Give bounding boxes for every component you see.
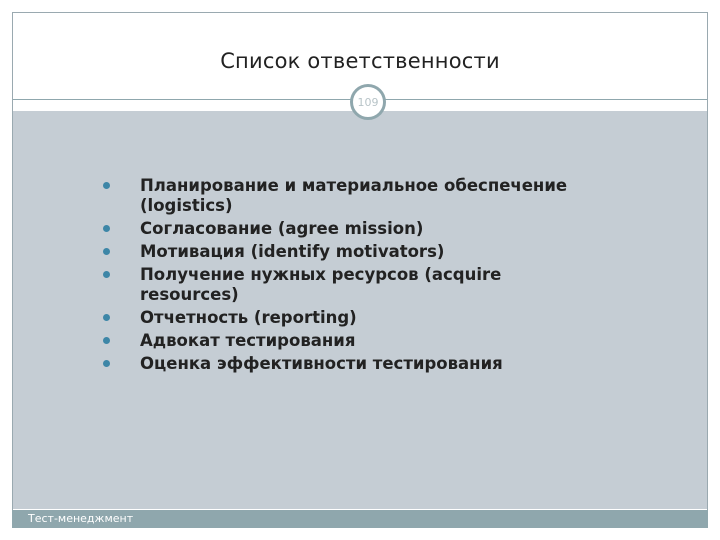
- bullet-dot-icon: [103, 225, 110, 232]
- bullet-item: [103, 219, 573, 239]
- bullet-list: [103, 176, 573, 377]
- bullet-text: Адвокат тестирования: [140, 331, 356, 350]
- bullet-dot-icon: [103, 271, 110, 278]
- bullet-text: Планирование и материальное обеспечение (logistics): [140, 176, 568, 215]
- page-number-badge: 109: [350, 84, 386, 120]
- bullet-dot-icon: [103, 360, 110, 367]
- bullet-item: [103, 176, 573, 216]
- slide-title: Список ответственности: [220, 49, 500, 73]
- bullet-dot-icon: [103, 248, 110, 255]
- bullet-dot-icon: [103, 182, 110, 189]
- bullet-item: [103, 331, 573, 351]
- bullet-dot-icon: [103, 314, 110, 321]
- bullet-text: Оценка эффективности тестирования: [140, 354, 503, 373]
- bullet-item: [103, 308, 573, 328]
- footer-text: Тест-менеджмент: [28, 512, 134, 525]
- bullet-text: Мотивация (identify motivators): [140, 242, 445, 261]
- bullet-item: [103, 354, 573, 374]
- bullet-text: Согласование (agree mission): [140, 219, 424, 238]
- bullet-text: Отчетность (reporting): [140, 308, 357, 327]
- bullet-item: [103, 242, 573, 262]
- bullet-dot-icon: [103, 337, 110, 344]
- bullet-item: [103, 265, 573, 305]
- bullet-text: Получение нужных ресурсов (acquire resources): [140, 265, 502, 304]
